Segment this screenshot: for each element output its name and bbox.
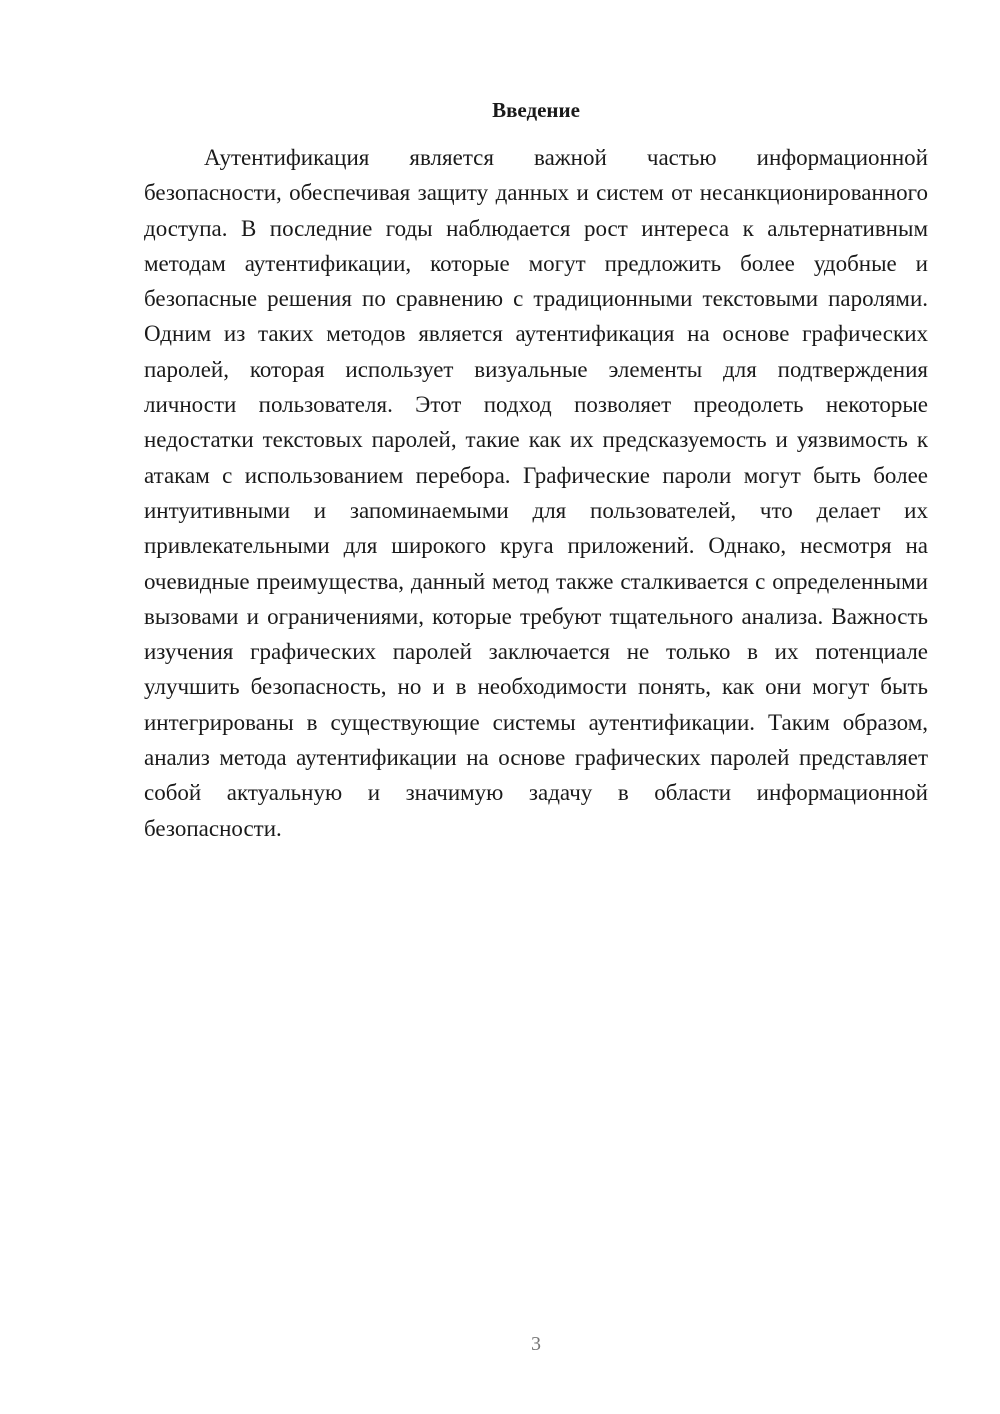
page-number: 3 (531, 1333, 541, 1355)
body-paragraph: Аутентификация является важной частью информационной безопасности, обеспечивая защиту данных и систем от несанкционированного доступа. В последние годы наблюдается рост интереса к альтернативным методам аутентификации, которые могут предложить более удобные и безопасные решения по сравнению с традиционными текстовыми паролями. Одним из таких методов является аутентификация на основе графических паролей, которая использует визуальные элементы для подтверждения личности пользователя. Этот подход позволяет преодолеть некоторые недостатки текстовых паролей, такие как их предсказуемость и уязвимость к атакам с использованием перебора. Графические пароли могут быть более интуитивными и запоминаемыми для пользователей, что делает их привлекательными для широкого круга приложений. Однако, несмотря на очевидные преимущества, данный метод также сталкивается с определенными вызовами и ограничениями, которые требуют тщательного анализа. Важность изучения графических паролей заключается не только в их потенциале улучшить безопасность, но и в необходимости понять, как они могут быть интегрированы в существующие системы аутентификации. Таким образом, анализ метода аутентификации на основе графических паролей представляет собой актуальную и значимую задачу в области информационной безопасности. (144, 145, 928, 841)
page-title: Введение (492, 98, 580, 122)
